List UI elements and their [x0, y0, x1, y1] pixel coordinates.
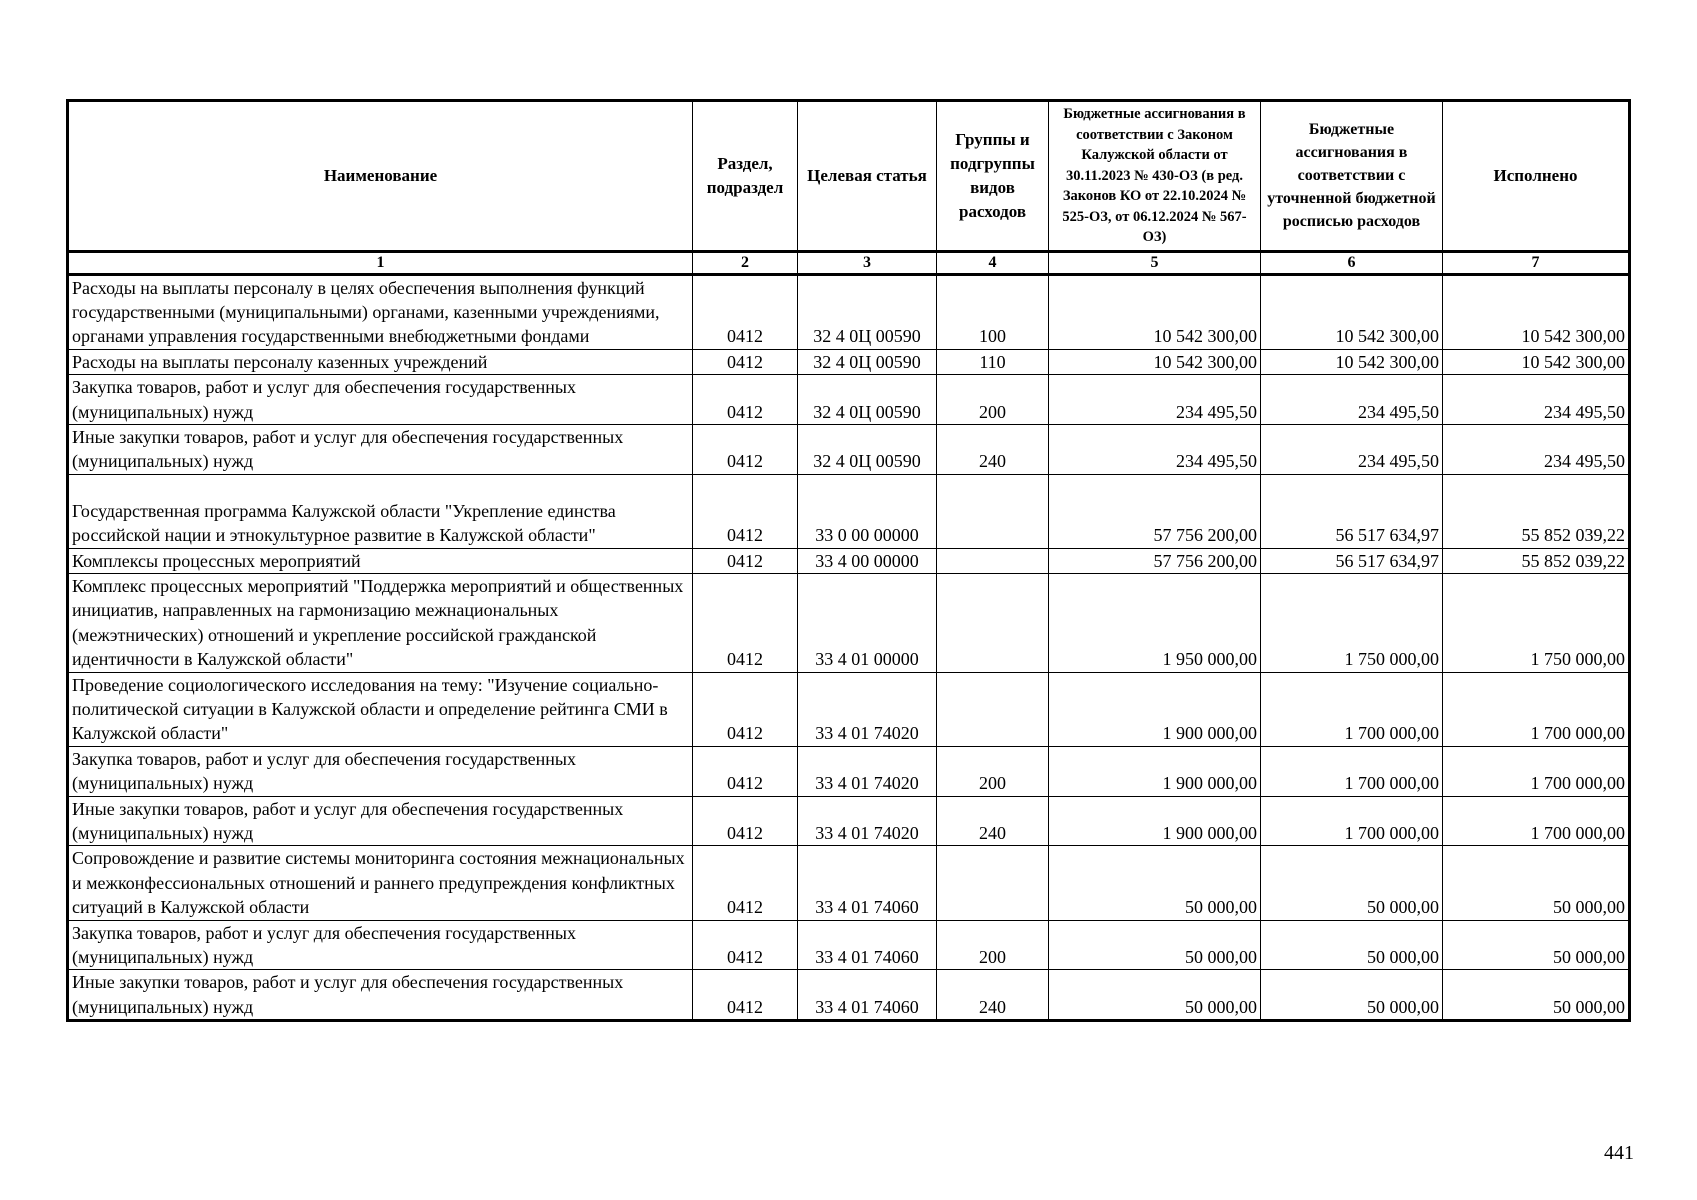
row-name: Государственная программа Калужской области "Укрепление единства российской нации и этнокультурное развитие в Калужской области" — [68, 474, 693, 548]
row-refined: 50 000,00 — [1261, 920, 1443, 970]
row-refined: 56 517 634,97 — [1261, 548, 1443, 573]
row-name: Комплекс процессных мероприятий "Поддержка мероприятий и общественных инициатив, направленных на гармонизацию межнациональных (межэтнических) отношений и укрепление российской гражданской идентичности в Калужской области" — [68, 573, 693, 672]
row-section: 0412 — [693, 548, 798, 573]
column-number: 6 — [1261, 251, 1443, 274]
table-row — [68, 796, 1630, 846]
row-section: 0412 — [693, 474, 798, 548]
row-section: 0412 — [693, 920, 798, 970]
row-target: 33 4 01 74020 — [798, 672, 937, 746]
row-executed: 55 852 039,22 — [1443, 474, 1630, 548]
row-budget: 1 900 000,00 — [1049, 746, 1261, 796]
row-executed: 1 750 000,00 — [1443, 573, 1630, 672]
row-budget: 57 756 200,00 — [1049, 548, 1261, 573]
column-number: 5 — [1049, 251, 1261, 274]
row-executed: 10 542 300,00 — [1443, 349, 1630, 374]
row-refined: 10 542 300,00 — [1261, 274, 1443, 349]
column-number: 1 — [68, 251, 693, 274]
row-refined: 10 542 300,00 — [1261, 349, 1443, 374]
column-number: 7 — [1443, 251, 1630, 274]
row-refined: 1 700 000,00 — [1261, 746, 1443, 796]
row-budget: 1 900 000,00 — [1049, 672, 1261, 746]
row-name: Сопровождение и развитие системы мониторинга состояния межнациональных и межконфессиональных отношений и раннего предупреждения конфликтных ситуаций в Калужской области — [68, 846, 693, 920]
table-row — [68, 970, 1630, 1021]
table-row — [68, 746, 1630, 796]
row-target: 33 4 01 74020 — [798, 746, 937, 796]
row-refined: 1 700 000,00 — [1261, 672, 1443, 746]
row-executed: 55 852 039,22 — [1443, 548, 1630, 573]
header-budget: Бюджетные ассигнования в соответствии с Законом Калужской области от 30.11.2023 № 430-ОЗ (в ред. Законов КО от 22.10.2024 № 525-ОЗ, от 06.12.2024 № 567-ОЗ) — [1049, 101, 1261, 252]
row-target: 32 4 0Ц 00590 — [798, 349, 937, 374]
row-budget: 234 495,50 — [1049, 375, 1261, 425]
column-number-row — [68, 251, 1630, 274]
table-row — [68, 424, 1630, 474]
row-target: 33 0 00 00000 — [798, 474, 937, 548]
row-group: 240 — [937, 796, 1049, 846]
row-executed: 50 000,00 — [1443, 920, 1630, 970]
row-group — [937, 846, 1049, 920]
row-name: Иные закупки товаров, работ и услуг для обеспечения государственных (муниципальных) нужд — [68, 796, 693, 846]
row-budget: 57 756 200,00 — [1049, 474, 1261, 548]
row-group: 110 — [937, 349, 1049, 374]
column-number: 4 — [937, 251, 1049, 274]
header-executed: Исполнено — [1443, 101, 1630, 252]
row-section: 0412 — [693, 573, 798, 672]
row-name: Закупка товаров, работ и услуг для обеспечения государственных (муниципальных) нужд — [68, 375, 693, 425]
row-name: Иные закупки товаров, работ и услуг для обеспечения государственных (муниципальных) нужд — [68, 424, 693, 474]
table-body — [68, 274, 1630, 1021]
table-row — [68, 672, 1630, 746]
table-row — [68, 846, 1630, 920]
header-name: Наименование — [68, 101, 693, 252]
table-row — [68, 920, 1630, 970]
row-budget: 50 000,00 — [1049, 970, 1261, 1021]
row-target: 32 4 0Ц 00590 — [798, 424, 937, 474]
row-group: 200 — [937, 375, 1049, 425]
row-executed: 1 700 000,00 — [1443, 672, 1630, 746]
row-section: 0412 — [693, 424, 798, 474]
row-refined: 1 750 000,00 — [1261, 573, 1443, 672]
row-name: Расходы на выплаты персоналу в целях обеспечения выполнения функций государственными (муниципальными) органами, казенными учреждениями, органами управления государственными внебюджетными фондами — [68, 274, 693, 349]
column-number: 2 — [693, 251, 798, 274]
row-refined: 1 700 000,00 — [1261, 796, 1443, 846]
table-row — [68, 349, 1630, 374]
row-group: 200 — [937, 920, 1049, 970]
row-executed: 10 542 300,00 — [1443, 274, 1630, 349]
column-number: 3 — [798, 251, 937, 274]
row-group — [937, 548, 1049, 573]
budget-table — [66, 99, 1631, 1022]
row-refined: 50 000,00 — [1261, 970, 1443, 1021]
table-row — [68, 474, 1630, 548]
header-row — [68, 101, 1630, 252]
row-executed: 50 000,00 — [1443, 846, 1630, 920]
table-row — [68, 573, 1630, 672]
row-section: 0412 — [693, 796, 798, 846]
page-number: 441 — [1604, 1142, 1634, 1164]
row-group — [937, 573, 1049, 672]
row-section: 0412 — [693, 375, 798, 425]
row-refined: 50 000,00 — [1261, 846, 1443, 920]
row-executed: 234 495,50 — [1443, 424, 1630, 474]
row-group — [937, 672, 1049, 746]
row-section: 0412 — [693, 672, 798, 746]
row-target: 33 4 00 00000 — [798, 548, 937, 573]
row-target: 32 4 0Ц 00590 — [798, 274, 937, 349]
row-refined: 234 495,50 — [1261, 375, 1443, 425]
row-target: 33 4 01 74060 — [798, 846, 937, 920]
row-name: Иные закупки товаров, работ и услуг для обеспечения государственных (муниципальных) нужд — [68, 970, 693, 1021]
header-target: Целевая статья — [798, 101, 937, 252]
row-refined: 56 517 634,97 — [1261, 474, 1443, 548]
row-group: 240 — [937, 424, 1049, 474]
table-row — [68, 375, 1630, 425]
row-name: Расходы на выплаты персоналу казенных учреждений — [68, 349, 693, 374]
row-budget: 1 950 000,00 — [1049, 573, 1261, 672]
row-section: 0412 — [693, 970, 798, 1021]
row-name: Проведение социологического исследования на тему: "Изучение социально-политической ситуации в Калужской области и определение рейтинга СМИ в Калужской области" — [68, 672, 693, 746]
header-section: Раздел, подраздел — [693, 101, 798, 252]
row-section: 0412 — [693, 349, 798, 374]
row-target: 33 4 01 00000 — [798, 573, 937, 672]
row-executed: 1 700 000,00 — [1443, 746, 1630, 796]
row-budget: 234 495,50 — [1049, 424, 1261, 474]
row-target: 33 4 01 74020 — [798, 796, 937, 846]
row-group: 100 — [937, 274, 1049, 349]
row-section: 0412 — [693, 846, 798, 920]
header-refined: Бюджетные ассигнования в соответствии с уточненной бюджетной росписью расходов — [1261, 101, 1443, 252]
row-name: Закупка товаров, работ и услуг для обеспечения государственных (муниципальных) нужд — [68, 920, 693, 970]
header-group: Группы и подгруппы видов расходов — [937, 101, 1049, 252]
row-section: 0412 — [693, 746, 798, 796]
row-group: 240 — [937, 970, 1049, 1021]
row-name: Закупка товаров, работ и услуг для обеспечения государственных (муниципальных) нужд — [68, 746, 693, 796]
row-group: 200 — [937, 746, 1049, 796]
row-executed: 50 000,00 — [1443, 970, 1630, 1021]
row-refined: 234 495,50 — [1261, 424, 1443, 474]
table-row — [68, 274, 1630, 349]
row-target: 33 4 01 74060 — [798, 920, 937, 970]
row-target: 33 4 01 74060 — [798, 970, 937, 1021]
table-row — [68, 548, 1630, 573]
row-group — [937, 474, 1049, 548]
row-budget: 50 000,00 — [1049, 846, 1261, 920]
row-section: 0412 — [693, 274, 798, 349]
row-budget: 10 542 300,00 — [1049, 274, 1261, 349]
row-budget: 50 000,00 — [1049, 920, 1261, 970]
row-executed: 234 495,50 — [1443, 375, 1630, 425]
row-executed: 1 700 000,00 — [1443, 796, 1630, 846]
row-name: Комплексы процессных мероприятий — [68, 548, 693, 573]
row-budget: 10 542 300,00 — [1049, 349, 1261, 374]
row-budget: 1 900 000,00 — [1049, 796, 1261, 846]
row-target: 32 4 0Ц 00590 — [798, 375, 937, 425]
